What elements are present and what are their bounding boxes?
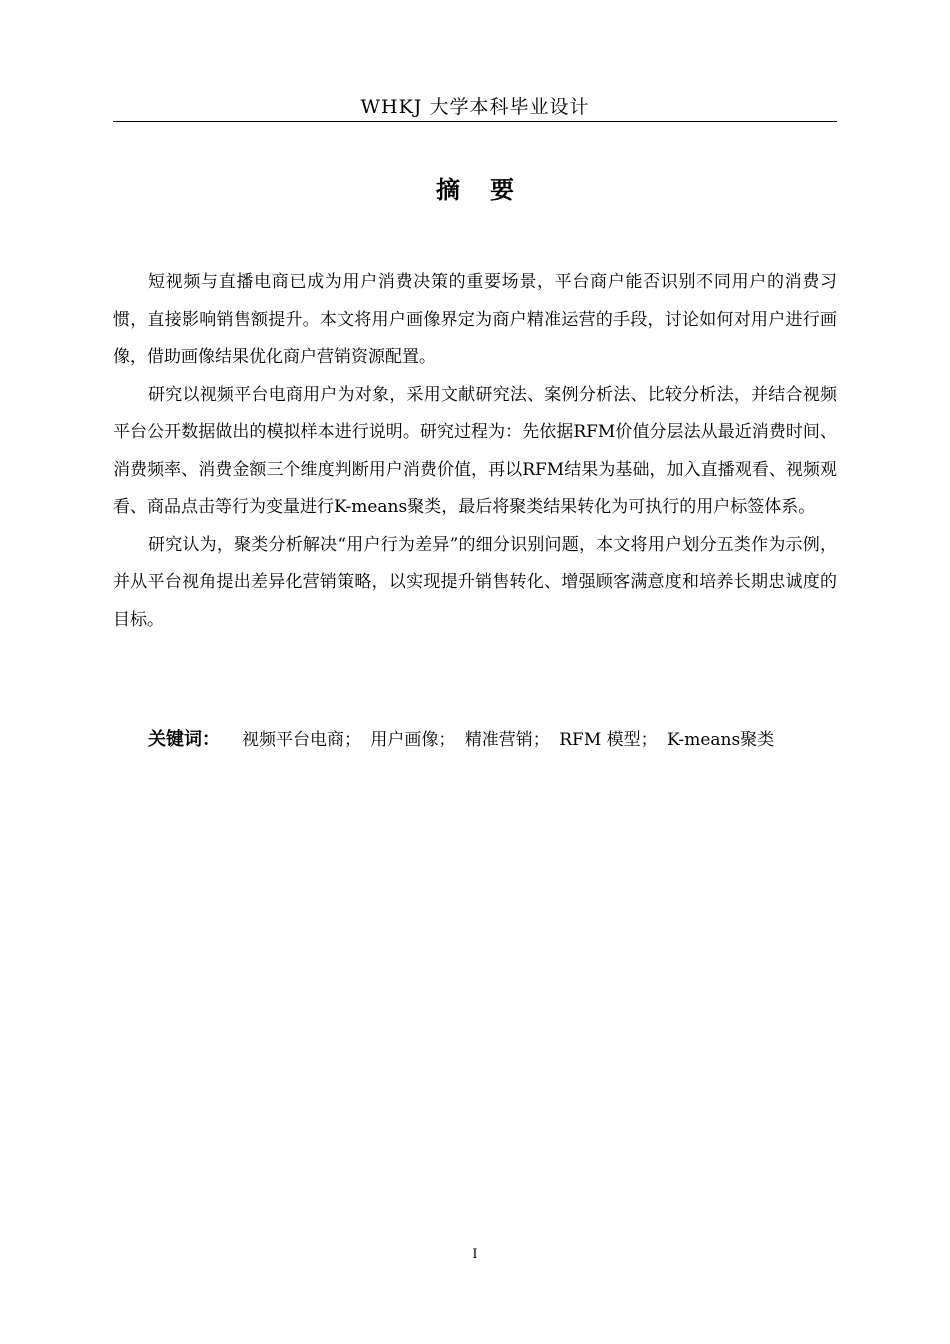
keyword-item: 精准营销；: [464, 730, 550, 750]
abstract-paragraph-2: 研究以视频平台电商用户为对象，采用文献研究法、案例分析法、比较分析法，并结合视频平台公开数据做出的模拟样本进行说明。研究过程为：先依据RFM价值分层法从最近消费时间、消费频率、消费金额三个维度判断用户消费价值，再以RFM结果为基础，加入直播观看、视频观看、商品点击等行为变量进行K-means聚类，最后将聚类结果转化为可执行的用户标签体系。: [113, 384, 837, 517]
page-header: WHKJ 大学本科毕业设计: [360, 96, 590, 118]
keywords-line: [148, 722, 837, 758]
keyword-item: 用户画像；: [370, 730, 456, 750]
abstract-body: [113, 264, 837, 639]
page-number: I: [472, 1247, 478, 1262]
keyword-item: RFM 模型；: [559, 730, 658, 750]
abstract-paragraph-3: 研究认为，聚类分析解决“用户行为差异”的细分识别问题，本文将用户划分五类作为示例，并从平台视角提出差异化营销策略，以实现提升销售转化、增强顾客满意度和培养长期忠诚度的目标。: [113, 534, 837, 630]
abstract-title: 摘要: [436, 176, 544, 204]
keyword-item: 视频平台电商；: [242, 730, 361, 750]
abstract-paragraph-1: 短视频与直播电商已成为用户消费决策的重要场景，平台商户能否识别不同用户的消费习惯，直接影响销售额提升。本文将用户画像界定为商户精准运营的手段，讨论如何对用户进行画像，借助画像结果优化商户营销资源配置。: [113, 272, 837, 367]
keyword-item: K-means聚类: [667, 730, 775, 750]
keywords-label: 关键词：: [148, 729, 220, 750]
header-divider: [113, 121, 837, 122]
